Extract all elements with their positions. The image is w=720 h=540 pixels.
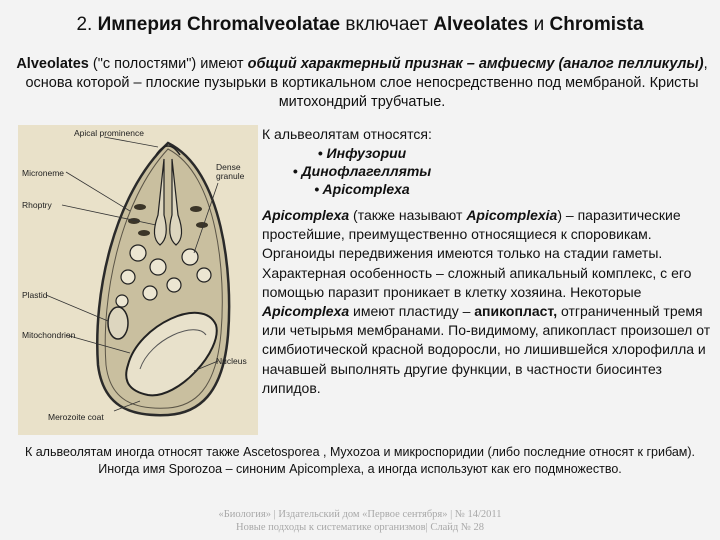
label-dense-granule: Dense granule	[216, 162, 245, 181]
list-item: • Динофлагелляты	[292, 163, 432, 179]
credit-line: Новые подходы к систематике организмов| Слайд № 28	[236, 522, 484, 533]
alveolates-heading: К альвеолятам относятся:	[262, 126, 432, 142]
apicomplexa-paragraph: Apicomplexa (также называют Apicomplexia) – паразитические простейшие, преимущественно относящиеся к споровикам. Органоиды передвижения имеются только на стадии гаметы. Характерная особенность – сложный апикальный комплекс, с его помощью паразит проникает в клетку хозяина. Некоторые Apicomplexa имеют пластиду – апикопласт, отграниченный тремя или четырьмя мембранами. По-видимому, апикопласт произошел от симбиотической красной водоросли, но лишившейся хлорофилла и начавшей выполнять другие функции, в частности биосинтез липидов.	[262, 207, 711, 396]
credit-line: «Биология» | Издательский дом «Первое сентября» | № 14/2011	[218, 509, 502, 520]
alveolates-list	[262, 144, 462, 198]
apicomplexa-cell-diagram	[18, 125, 258, 435]
slide-title: 2. Империя Chromalveolatae включает Alveolates и Chromista	[76, 14, 644, 35]
list-item: • Apicomplexa	[314, 181, 410, 197]
intro-paragraph: Alveolates ("с полостями") имеют общий характерный признак – амфиесму (аналог пелликулы), основа которой – плоские пузырьки в кортикальном слое непосредственно под мембраной. Кристы митохондрий трубчатые.	[16, 56, 708, 110]
label-mitochondrion: Mitochondrion	[22, 330, 76, 340]
footer-note: К альвеолятам иногда относят также Ascetosporea , Myxozoa и микроспоридии (либо последние относят к грибам). Иногда имя Sporozoa – синоним Apicomplexa, а иногда используют как его подмножество.	[24, 445, 696, 476]
list-item: • Инфузории	[317, 145, 407, 161]
label-plastid: Plastid	[22, 290, 48, 300]
label-apical-prominence: Apical prominence	[74, 128, 144, 138]
publisher-credit	[120, 508, 600, 534]
label-rhoptry: Rhoptry	[22, 200, 52, 210]
label-merozoite-coat: Merozoite coat	[48, 412, 104, 422]
label-nucleus: Nucleus	[216, 356, 247, 366]
label-microneme: Microneme	[22, 168, 65, 178]
